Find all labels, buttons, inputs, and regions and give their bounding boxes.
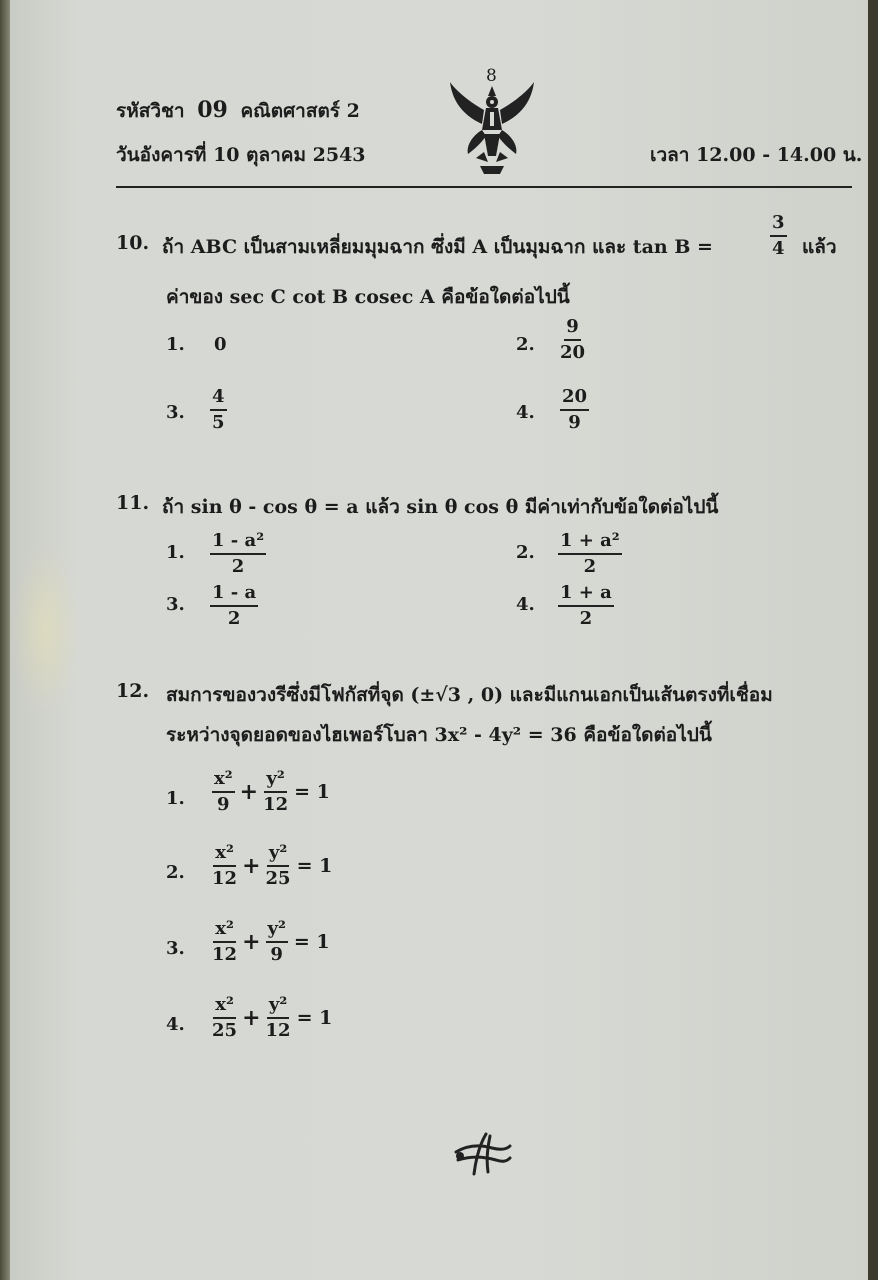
light-glare: [10, 540, 80, 720]
q10-option-2-number[interactable]: 2.: [516, 334, 535, 355]
fraction-numerator: y²: [266, 920, 288, 943]
fraction-numerator: 4: [210, 388, 227, 411]
q12-option-4-number[interactable]: 4.: [166, 1014, 185, 1035]
q11-stem: ถ้า sin θ - cos θ = a แล้ว sin θ cos θ มีค่าเท่ากับข้อใดต่อไปนี้: [162, 496, 719, 518]
fraction-denominator: 2: [579, 608, 593, 629]
q11-option-4-fraction[interactable]: [558, 584, 614, 628]
exam-time: เวลา 12.00 - 14.00 น.: [650, 144, 863, 166]
fraction-denominator: 4: [772, 238, 785, 259]
q10-number: 10.: [116, 232, 150, 254]
y-term-fraction: [263, 770, 288, 814]
y-term-fraction: [266, 920, 288, 964]
q11-number: 11.: [116, 492, 150, 514]
equals-one: = 1: [294, 781, 330, 803]
fraction-denominator: 2: [227, 608, 241, 629]
q10-option-3-fraction[interactable]: [210, 388, 227, 432]
header-divider: [116, 186, 852, 188]
q11-option-2-number[interactable]: 2.: [516, 542, 535, 563]
y-term-fraction: [266, 844, 291, 888]
q10-option-1-number[interactable]: 1.: [166, 334, 185, 355]
fraction-denominator: 9: [217, 794, 230, 815]
fraction-numerator: 1 - a²: [210, 532, 266, 555]
q10-option-1-value[interactable]: 0: [214, 334, 227, 355]
fraction-numerator: y²: [267, 844, 289, 867]
course-code-label: รหัสวิชา: [116, 100, 185, 122]
x-term-fraction: [212, 996, 237, 1040]
q10-tan-fraction: [770, 214, 787, 258]
course-name: คณิตศาสตร์ 2: [240, 100, 360, 122]
x-term-fraction: [212, 770, 235, 814]
q11-option-2-fraction[interactable]: [558, 532, 622, 576]
fraction-denominator: 2: [231, 556, 245, 577]
fraction-numerator: 3: [770, 214, 787, 237]
fraction-denominator: 12: [212, 868, 238, 889]
fraction-denominator: 9: [270, 944, 283, 965]
decorative-flourish-icon: [452, 1130, 514, 1178]
q12-option-3-equation[interactable]: [212, 920, 330, 964]
fraction-numerator: 9: [564, 318, 581, 341]
q10-option-4-fraction[interactable]: [560, 388, 589, 432]
page-number: 8: [486, 66, 497, 86]
plus-sign: +: [242, 1005, 261, 1031]
plus-sign: +: [239, 779, 259, 805]
fraction-numerator: x²: [212, 770, 235, 793]
course-code-line: [116, 96, 360, 126]
fraction-denominator: 25: [212, 1020, 238, 1041]
fraction-denominator: 25: [265, 868, 291, 889]
fraction-denominator: 12: [263, 794, 289, 815]
q10-stem-line1-end: แล้ว: [802, 236, 837, 258]
q11-option-3-number[interactable]: 3.: [166, 594, 185, 615]
fraction-numerator: 1 + a²: [558, 532, 622, 555]
y-term-fraction: [266, 996, 291, 1040]
q11-option-3-fraction[interactable]: [210, 584, 258, 628]
q12-option-2-number[interactable]: 2.: [166, 862, 185, 883]
q10-option-3-number[interactable]: 3.: [166, 402, 185, 423]
q12-option-3-number[interactable]: 3.: [166, 938, 185, 959]
plus-sign: +: [242, 929, 261, 955]
fraction-numerator: 1 + a: [558, 584, 614, 607]
fraction-numerator: 1 - a: [210, 584, 258, 607]
fraction-denominator: 12: [212, 944, 238, 965]
fraction-denominator: 12: [265, 1020, 291, 1041]
q10-stem-line2: ค่าของ sec C cot B cosec A คือข้อใดต่อไปนี้: [166, 286, 570, 308]
fraction-numerator: y²: [267, 996, 289, 1019]
q12-option-1-equation[interactable]: [212, 770, 330, 814]
q11-option-1-number[interactable]: 1.: [166, 542, 185, 563]
fraction-numerator: 20: [560, 388, 589, 411]
exam-date: วันอังคารที่ 10 ตุลาคม 2543: [116, 144, 366, 166]
q10-option-4-number[interactable]: 4.: [516, 402, 535, 423]
q10-option-2-fraction[interactable]: [560, 318, 585, 362]
q12-option-1-number[interactable]: 1.: [166, 788, 185, 809]
fraction-numerator: x²: [213, 844, 236, 867]
q10-stem-line1: ถ้า ABC เป็นสามเหลี่ยมมุมฉาก ซึ่งมี A เป็นมุมฉาก และ tan B =: [162, 236, 713, 258]
equals-one: = 1: [296, 1007, 333, 1029]
fraction-denominator: 9: [568, 412, 581, 433]
q12-stem-line2: ระหว่างจุดยอดของไฮเพอร์โบลา 3x² - 4y² = 36 คือข้อใดต่อไปนี้: [166, 724, 712, 746]
fraction-numerator: x²: [213, 996, 236, 1019]
x-term-fraction: [212, 920, 237, 964]
garuda-emblem-icon: [446, 80, 538, 176]
exam-page: [10, 0, 868, 1280]
equals-one: = 1: [293, 931, 330, 953]
q12-number: 12.: [116, 680, 150, 702]
q12-option-4-equation[interactable]: [212, 996, 332, 1040]
x-term-fraction: [212, 844, 237, 888]
book-spine: [0, 0, 10, 1280]
q12-option-2-equation[interactable]: [212, 844, 332, 888]
equals-one: = 1: [296, 855, 333, 877]
q11-option-4-number[interactable]: 4.: [516, 594, 535, 615]
fraction-denominator: 20: [560, 342, 586, 363]
plus-sign: +: [242, 853, 261, 879]
q12-stem-line1: สมการของวงรีซึ่งมีโฟกัสที่จุด (±√3 , 0) และมีแกนเอกเป็นเส้นตรงที่เชื่อม: [166, 684, 773, 706]
q11-option-1-fraction[interactable]: [210, 532, 266, 576]
course-code: 09: [197, 97, 228, 123]
fraction-numerator: x²: [213, 920, 236, 943]
fraction-denominator: 5: [212, 412, 225, 433]
fraction-denominator: 2: [583, 556, 597, 577]
fraction-numerator: y²: [264, 770, 286, 793]
